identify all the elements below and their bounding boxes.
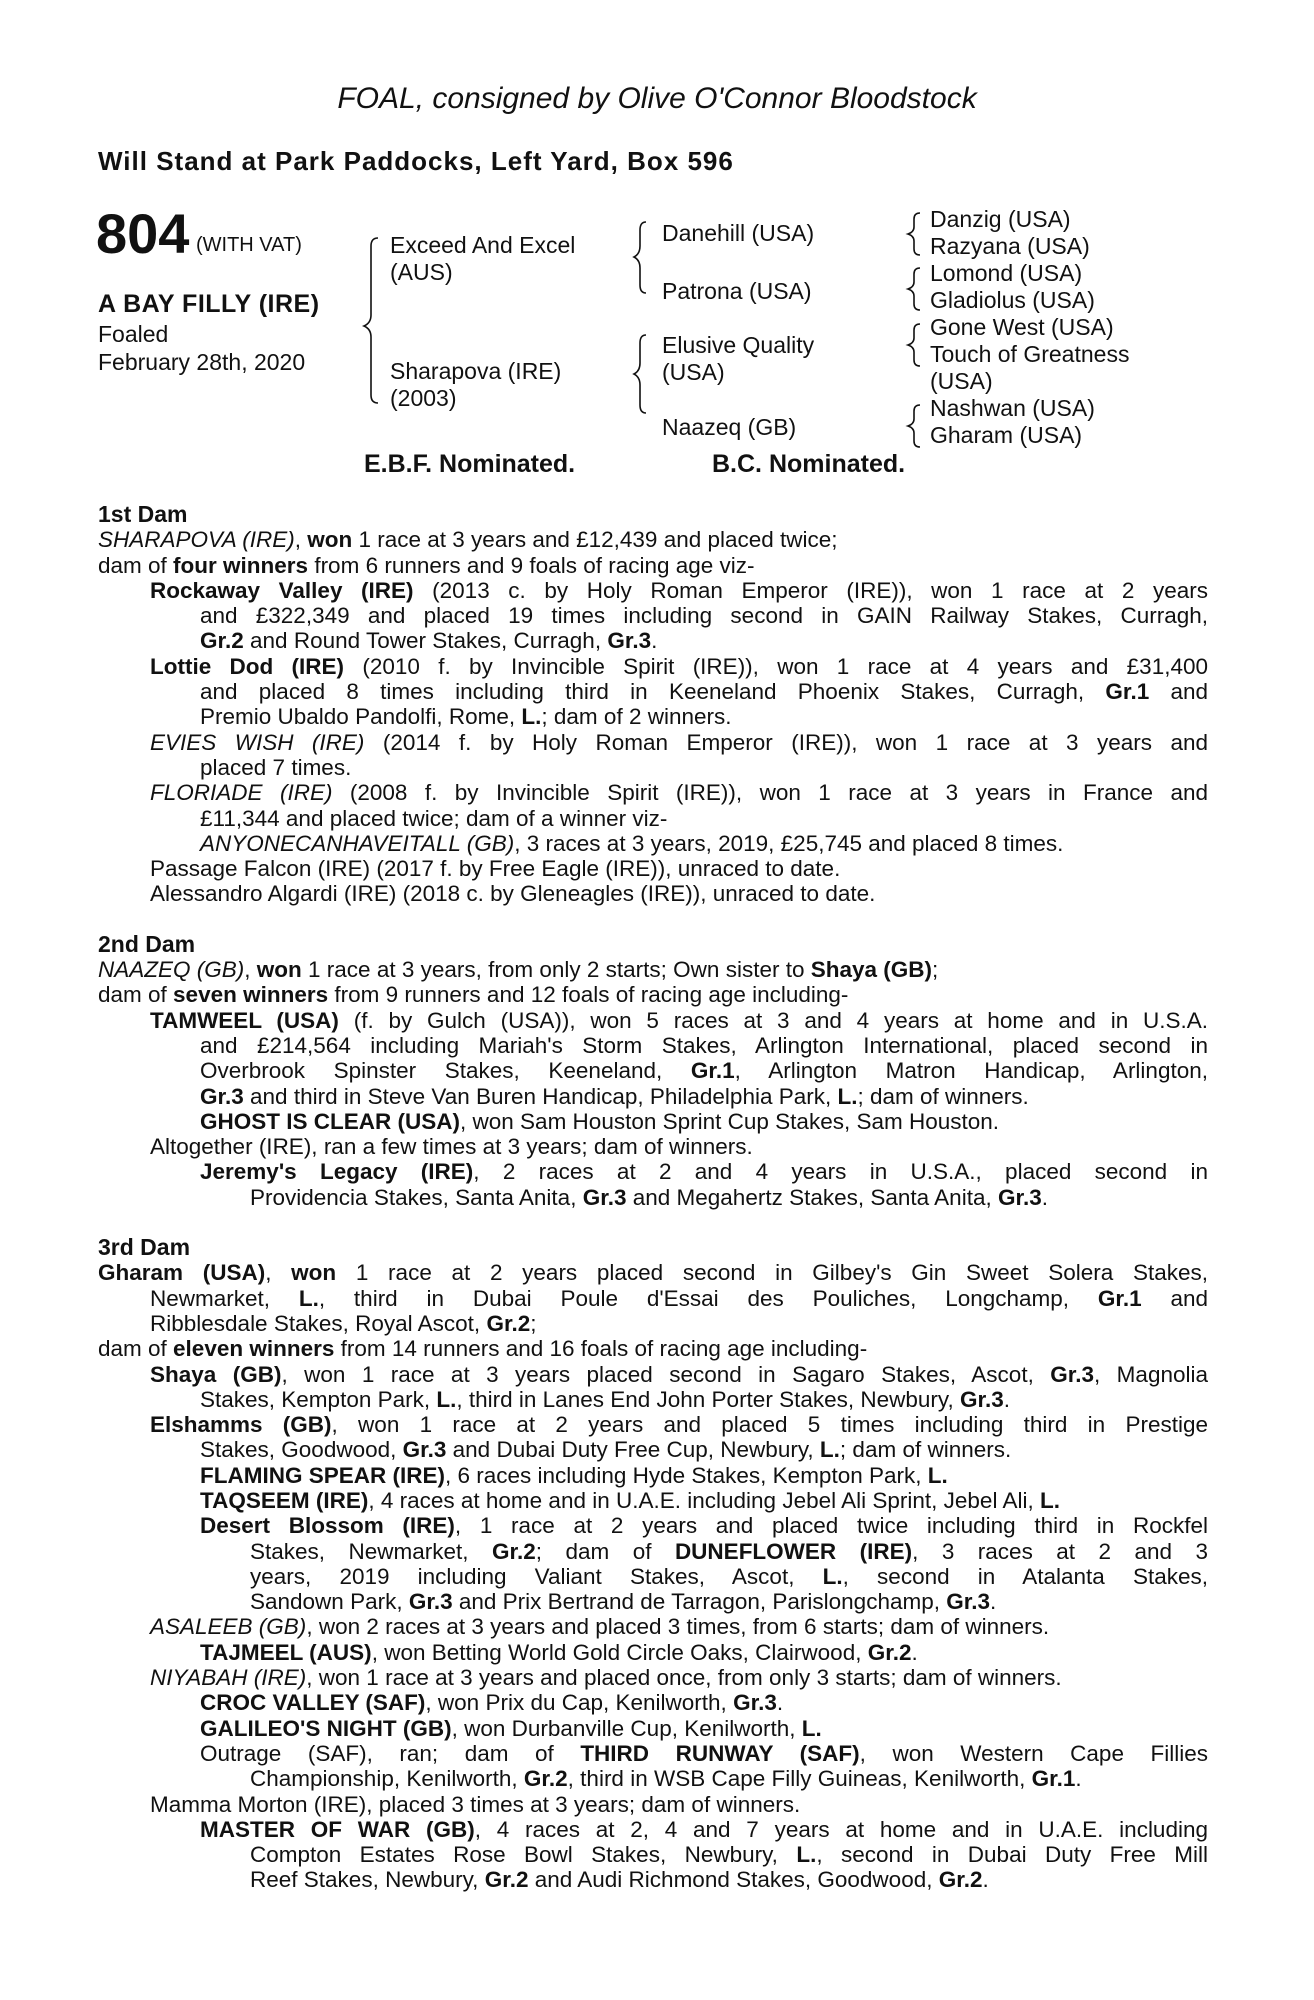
produce-entry: Outrage (SAF), ran; dam of THIRD RUNWAY (SAF), won Western Cape Fillies bbox=[200, 1740, 1209, 1766]
dam-summary: dam of seven winners from 9 runners and 12 foals of racing age including- bbox=[98, 982, 849, 1008]
produce-entry: ANYONECANHAVEITALL (GB), 3 races at 3 years, 2019, £25,745 and placed 8 times. bbox=[200, 830, 1064, 856]
produce-entry: Desert Blossom (IRE), 1 race at 2 years and placed twice including third in Rockfel bbox=[200, 1513, 1209, 1539]
produce-entry: Altogether (IRE), ran a few times at 3 years; dam of winners. bbox=[150, 1134, 753, 1160]
produce-entry: Passage Falcon (IRE) (2017 f. by Free Eagle (IRE)), unraced to date. bbox=[150, 856, 841, 882]
produce-entry: FLORIADE (IRE) (2008 f. by Invincible Spirit (IRE)), won 1 race at 3 years in France and bbox=[150, 780, 1208, 806]
section-heading-1st-dam: 1st Dam bbox=[98, 501, 188, 527]
produce-entry: Alessandro Algardi (IRE) (2018 c. by Gleneagles (IRE)), unraced to date. bbox=[150, 881, 876, 907]
produce-entry: MASTER OF WAR (GB), 4 races at 2, 4 and 7 years at home and in U.A.E. including bbox=[200, 1816, 1208, 1842]
produce-entry: Sandown Park, Gr.3 and Prix Bertrand de Tarragon, Parislongchamp, Gr.3. bbox=[250, 1589, 997, 1615]
produce-entry: Championship, Kenilworth, Gr.2, third in WSB Cape Filly Guineas, Kenilworth, Gr.1. bbox=[250, 1766, 1082, 1792]
produce-entry: placed 7 times. bbox=[200, 754, 352, 780]
produce-entry: ASALEEB (GB), won 2 races at 3 years and placed 3 times, from 6 starts; dam of winners. bbox=[150, 1614, 1050, 1640]
dam-summary: Gharam (USA), won 1 race at 2 years placed second in Gilbey's Gin Sweet Solera Stakes, bbox=[98, 1260, 1208, 1286]
produce-entry: Jeremy's Legacy (IRE), 2 races at 2 and 4 years in U.S.A., placed second in bbox=[200, 1159, 1208, 1185]
grandsire-2: Elusive Quality (USA) bbox=[662, 332, 815, 385]
dam-summary: Ribblesdale Stakes, Royal Ascot, Gr.2; bbox=[150, 1310, 537, 1336]
grandsire-1: Danehill (USA) bbox=[662, 220, 815, 246]
produce-entry: TAJMEEL (AUS), won Betting World Gold Circle Oaks, Clairwood, Gr.2. bbox=[200, 1639, 918, 1665]
produce-entry: £11,344 and placed twice; dam of a winner viz- bbox=[200, 805, 668, 831]
produce-entry: Lottie Dod (IRE) (2010 f. by Invincible Spirit (IRE)), won 1 race at 4 years and £31,400 bbox=[150, 653, 1208, 679]
produce-entry: Providencia Stakes, Santa Anita, Gr.3 and Megahertz Stakes, Santa Anita, Gr.3. bbox=[250, 1184, 1049, 1210]
produce-entry: GALILEO'S NIGHT (GB), won Durbanville Cup, Kenilworth, L. bbox=[200, 1715, 822, 1741]
dam-summary: SHARAPOVA (IRE), won 1 race at 3 years and £12,439 and placed twice; bbox=[98, 527, 838, 553]
bc-nominated: B.C. Nominated. bbox=[712, 450, 906, 478]
great-grandparents: Danzig (USA) Razyana (USA) Lomond (USA) Gladiolus (USA) Gone West (USA) Touch of Greatness (USA) Nashwan (USA) Gharam (USA) bbox=[930, 206, 1130, 448]
horse-name: A BAY FILLY (IRE) bbox=[98, 290, 320, 318]
stand-location: Will Stand at Park Paddocks, Left Yard, Box 596 bbox=[98, 146, 734, 176]
produce-entry: years, 2019 including Valiant Stakes, Ascot, L., second in Atalanta Stakes, bbox=[250, 1563, 1208, 1589]
produce-entry: and placed 8 times including third in Keeneland Phoenix Stakes, Curragh, Gr.1 and bbox=[200, 679, 1208, 705]
produce-entry: Reef Stakes, Newbury, Gr.2 and Audi Richmond Stakes, Goodwood, Gr.2. bbox=[250, 1867, 989, 1893]
dam-summary: NAAZEQ (GB), won 1 race at 3 years, from only 2 starts; Own sister to Shaya (GB); bbox=[98, 957, 939, 983]
produce-entry: Stakes, Goodwood, Gr.3 and Dubai Duty Free Cup, Newbury, L.; dam of winners. bbox=[200, 1437, 1012, 1463]
lot-number: 804 bbox=[96, 202, 190, 265]
dam-summary: dam of four winners from 6 runners and 9 foals of racing age viz- bbox=[98, 552, 755, 578]
produce-entry: Compton Estates Rose Bowl Stakes, Newbury, L., second in Dubai Duty Free Mill bbox=[250, 1842, 1208, 1868]
dam-summary: Newmarket, L., third in Dubai Poule d'Essai des Pouliches, Longchamp, Gr.1 and bbox=[150, 1285, 1209, 1311]
produce-entry: GHOST IS CLEAR (USA), won Sam Houston Sprint Cup Stakes, Sam Houston. bbox=[200, 1108, 1000, 1134]
produce-entry: Premio Ubaldo Pandolfi, Rome, L.; dam of 2 winners. bbox=[200, 704, 732, 730]
produce-entry: NIYABAH (IRE), won 1 race at 3 years and placed once, from only 3 starts; dam of winners. bbox=[150, 1665, 1062, 1691]
section-heading-3rd-dam: 3rd Dam bbox=[98, 1234, 191, 1261]
granddam-1: Patrona (USA) bbox=[662, 278, 812, 304]
dam-produce-record bbox=[98, 502, 1208, 1893]
produce-entry: Rockaway Valley (IRE) (2013 c. by Holy Roman Emperor (IRE)), won 1 race at 2 years bbox=[150, 577, 1208, 603]
produce-entry: Overbrook Spinster Stakes, Keeneland, Gr.1, Arlington Matron Handicap, Arlington, bbox=[200, 1058, 1208, 1084]
produce-entry: CROC VALLEY (SAF), won Prix du Cap, Kenilworth, Gr.3. bbox=[200, 1690, 784, 1716]
consignment-line: FOAL, consigned by Olive O'Connor Bloodstock bbox=[337, 82, 977, 115]
dam: Sharapova (IRE) (2003) bbox=[390, 358, 562, 411]
produce-entry: Gr.2 and Round Tower Stakes, Curragh, Gr.3. bbox=[200, 628, 658, 654]
produce-entry: TAQSEEM (IRE), 4 races at home and in U.A.E. including Jebel Ali Sprint, Jebel Ali, L. bbox=[200, 1487, 1060, 1513]
produce-entry: Gr.3 and third in Steve Van Buren Handicap, Philadelphia Park, L.; dam of winners. bbox=[200, 1083, 1029, 1109]
produce-entry: Shaya (GB), won 1 race at 3 years placed second in Sagaro Stakes, Ascot, Gr.3, Magnolia bbox=[150, 1361, 1208, 1387]
foaled-info: Foaled February 28th, 2020 bbox=[98, 321, 306, 375]
granddam-2: Naazeq (GB) bbox=[662, 414, 797, 440]
produce-entry: TAMWEEL (USA) (f. by Gulch (USA)), won 5 races at 3 and 4 years at home and in U.S.A. bbox=[150, 1007, 1209, 1033]
produce-entry: Mamma Morton (IRE), placed 3 times at 3 years; dam of winners. bbox=[150, 1791, 801, 1817]
section-heading-2nd-dam: 2nd Dam bbox=[98, 930, 196, 957]
produce-entry: Elshamms (GB), won 1 race at 2 years and placed 5 times including third in Prestige bbox=[150, 1412, 1208, 1438]
produce-entry: and £214,564 including Mariah's Storm Stakes, Arlington International, placed second in bbox=[200, 1032, 1208, 1058]
produce-entry: Stakes, Newmarket, Gr.2; dam of DUNEFLOWER (IRE), 3 races at 2 and 3 bbox=[250, 1538, 1208, 1564]
ebf-nominated: E.B.F. Nominated. bbox=[364, 450, 576, 478]
produce-entry: FLAMING SPEAR (IRE), 6 races including Hyde Stakes, Kempton Park, L. bbox=[200, 1462, 948, 1488]
produce-entry: EVIES WISH (IRE) (2014 f. by Holy Roman Emperor (IRE)), won 1 race at 3 years and bbox=[150, 729, 1208, 755]
vat-note: (WITH VAT) bbox=[196, 234, 302, 256]
produce-entry: Stakes, Kempton Park, L., third in Lanes End John Porter Stakes, Newbury, Gr.3. bbox=[200, 1386, 1011, 1412]
produce-entry: and £322,349 and placed 19 times including second in GAIN Railway Stakes, Curragh, bbox=[200, 603, 1208, 629]
sire: Exceed And Excel (AUS) bbox=[390, 232, 576, 285]
dam-summary: dam of eleven winners from 14 runners and 16 foals of racing age including- bbox=[98, 1336, 868, 1362]
